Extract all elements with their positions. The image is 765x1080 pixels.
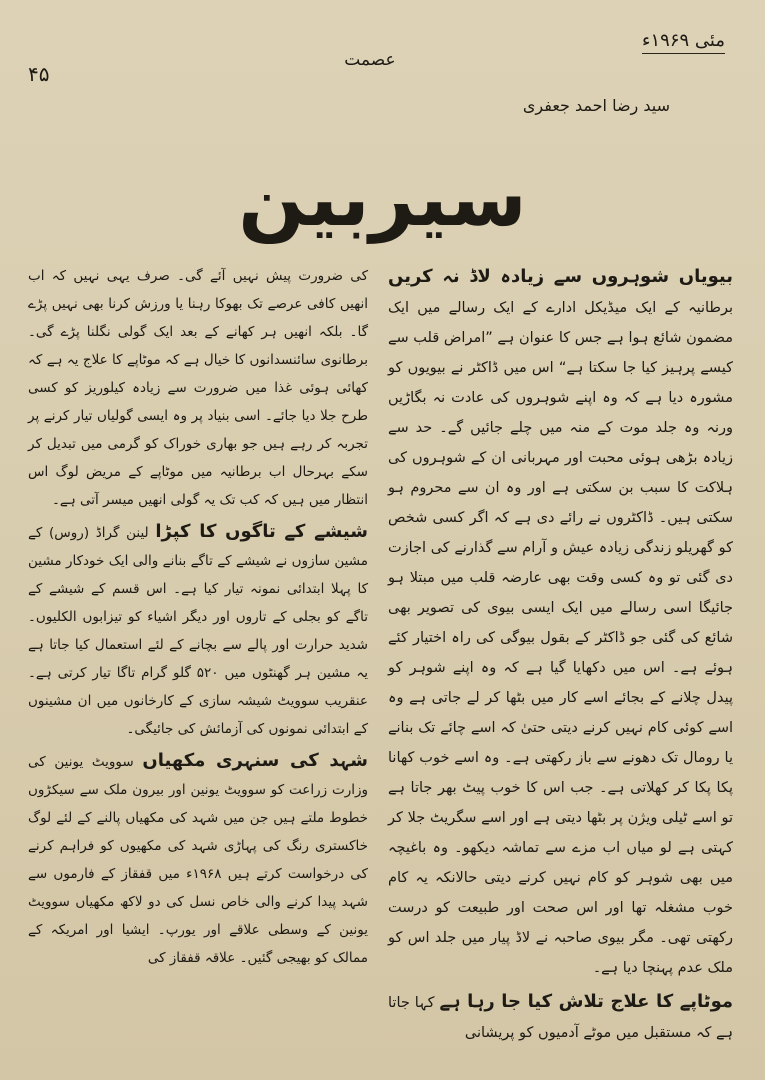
article-glass-fibre-body: لینن گراڈ (روس) کے مشین سازوں نے شیشے کے تاگے بنانے والی ایک خودکار مشین کا پہلا ابتدائی نمونہ تیار کیا ہے۔ اس قسم کے شیشے کے تاگے کو بجلی کے تاروں اور دیگر اشیاء کو تیزابوں الکلیوں۔ شدید حرارت اور پالے سے بچانے کے لئے استعمال کیا جاتا ہے یہ مشین ہر گھنٹوں میں ۵۲۰ گلو گرام تاگا تیار کرتی ہے۔ عنقریب سوویٹ شیشہ سازی کے کارخانوں میں ان مشینوں کے ابتدائی نمونوں کی آزمائش کی جائیگی۔	[28, 525, 369, 737]
article-obesity-body-start: کہا جاتا ہے کہ مستقبل میں موٹے آدمیوں کو پریشانی	[388, 995, 733, 1041]
article-golden-bees-heading: شہد کی سنہری مکھیاں	[142, 750, 368, 771]
left-column	[28, 262, 368, 976]
article-golden-bees	[28, 747, 368, 972]
page-title: سیربین	[238, 154, 527, 244]
author-name: سید رضا احمد جعفری	[522, 96, 670, 115]
article-glass-fibre	[28, 518, 368, 743]
article-glass-fibre-heading: شیشے کے تاگوں کا کپڑا	[155, 521, 368, 542]
article-obesity-continued	[28, 262, 368, 514]
page-number: ۴۵	[28, 62, 50, 86]
article-obesity-heading: موٹاپے کا علاج تلاش کیا جا رہا ہے	[439, 991, 733, 1012]
article-golden-bees-paragraph	[28, 747, 368, 972]
article-obesity	[388, 987, 733, 1048]
right-column	[388, 262, 733, 1052]
issue-date: مئی ۱۹۶۹ء	[642, 30, 725, 54]
article-obesity-continued-text: کی ضرورت پیش نہیں آئے گی۔ صرف یہی نہیں کہ اب انھیں کافی عرصے تک بھوکا رہنا یا ورزش کرنا بھی نہیں پڑے گا۔ بلکہ انھیں ہر کھانے کے بعد ایک گولی نگلنا پڑے گی۔ برطانوی سائنسدانوں کا خیال ہے کہ موٹاپے کا علاج یہ ہے کہ کھائی ہوئی غذا میں ضرورت سے زیادہ کیلوریز کو کسی طرح جلا دیا جائے۔ اسی بنیاد پر وہ ایسی گولیاں تیار کرنے پر تجربہ کر رہے ہیں جو بھاری خوراک کو گرمی میں تبدیل کر سکے بہرحال اب برطانیہ میں موٹاپے کے مریض لوگ اس انتظار میں ہیں کہ کب تک یہ گولی انھیں میسر آتی ہے۔	[28, 268, 368, 508]
article-glass-fibre-paragraph	[28, 518, 368, 743]
article-wives-body: برطانیہ کے ایک میڈیکل ادارے کے ایک رسالے میں ایک مضمون شائع ہوا ہے جس کا عنوان ہے ”امراض قلب سے کیسے پرہیز کیا جا سکتا ہے“ اس میں ڈاکٹر نے بیویوں کو مشورہ دیا ہے کہ وہ اپنے شوہروں کی عادت نہ بگاڑیں ورنہ وہ جلد موت کے منہ میں چلے جائیں گے۔ حد سے زیادہ بڑھی ہوئی محبت اور مہربانی ان کے شوہروں کی ہلاکت کا سبب بن سکتی ہے اور وہ ان سے محروم ہو سکتی ہیں۔ ڈاکٹروں نے رائے دی ہے کہ اگر کسی شخص کو گھریلو زندگی زیادہ عیش و آرام سے گذارنے کی اجازت دی گئی تو وہ کسی وقت بھی عارضہ قلب میں مبتلا ہو جائیگا اسی رسالے میں ایک ایسی بیوی کی تصویر بھی شائع کی گئی جو ڈاکٹر کے بقول بیوگی کی راہ اختیار کئے ہوئے ہے۔ اس میں دکھایا گیا ہے کہ وہ اپنے شوہر کو پیدل چلانے کے بجائے اسے کار میں بٹھا کر لے جاتی ہے وہ اسے کوئی کام نہیں کرنے دیتی حتیٰ کہ اسے چائے تک بنانے یا رومال تک دھونے سے باز رکھتی ہے۔ وہ اسے خوب کھانا پکا پکا کر کھلاتی ہے۔ جب اس کا خوب پیٹ بھر جاتا ہے تو اسے ٹیلی ویژن پر بٹھا دیتی ہے اور اسے سگریٹ جلا کر کہتی ہے لو میاں اب مزے سے تماشہ دیکھو۔ وہ باغیچہ میں بھی شوہر کو کام نہیں کرنے دیتی حالانکہ یہ کام خوب مشغلہ تھا اور اس صحت اور طبیعت کو درست رکھتی تھی۔ مگر بیوی صاحبہ نے لاڈ پیار میں جلد اس کو ملک عدم پہنچا دیا ہے۔	[388, 300, 733, 976]
article-wives-paragraph	[388, 262, 733, 983]
journal-name: عصمت	[344, 50, 396, 70]
article-obesity-paragraph	[388, 987, 733, 1048]
article-wives	[388, 262, 733, 983]
article-golden-bees-body: سوویٹ یونین کی وزارت زراعت کو سوویٹ یونین اور بیرون ملک سے سیکڑوں خطوط ملتے ہیں جن میں شہد کی مکھیاں پالنے کے لئے لوگ خاکستری رنگ کی پہاڑی شہد کی مکھیوں کو فراہم کرنے کی درخواست کرتے ہیں ۱۹۶۸ء میں قفقاز کے فارموں سے شہد پیدا کرنے والی خاص نسل کی دو لاکھ مکھیاں سوویٹ یونین کے وسطی علاقے اور یورپ۔ ایشیا اور امریکہ کے ممالک کو بھیجی گئیں۔ علاقہ قفقاز کی	[28, 754, 368, 966]
article-wives-heading: بیویاں شوہروں سے زیادہ لاڈ نہ کریں	[388, 266, 733, 287]
